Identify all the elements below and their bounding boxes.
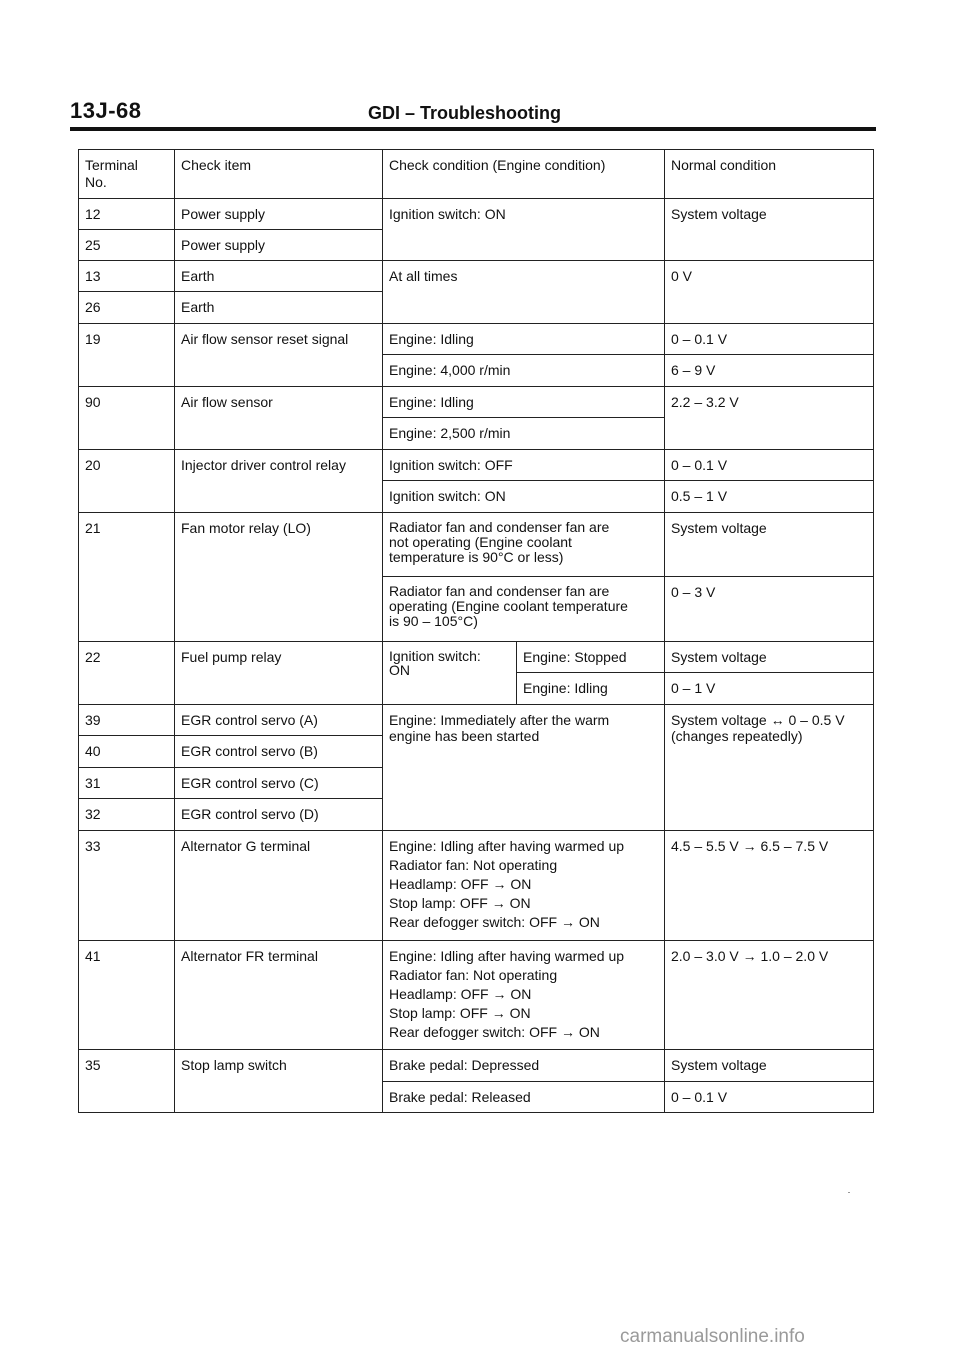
- check-item-cell: EGR control servo (D): [175, 799, 383, 831]
- condition-cell: Radiator fan and condenser fan are not operating (Engine coolant temperature is 90°C or less): [383, 513, 665, 577]
- check-item-cell: Earth: [175, 292, 383, 324]
- condition-line: Stop lamp: OFF → ON: [389, 1005, 531, 1021]
- condition-cell: Radiator fan and condenser fan are operating (Engine coolant temperature is 90 – 105°C): [383, 577, 665, 642]
- terminal-cell: 21: [79, 513, 175, 642]
- check-item-cell: Air flow sensor: [175, 387, 383, 450]
- check-item-cell: Injector driver control relay: [175, 450, 383, 513]
- check-item-cell: Alternator G terminal: [175, 831, 383, 941]
- troubleshooting-table: [78, 149, 874, 1113]
- check-item-cell: Fan motor relay (LO): [175, 513, 383, 642]
- check-item-cell: EGR control servo (C): [175, 768, 383, 799]
- terminal-cell: 33: [79, 831, 175, 941]
- condition-line: Radiator fan: Not operating: [389, 967, 558, 983]
- header-check-condition: Check condition (Engine condition): [383, 150, 665, 199]
- normal-cell: 2.0 – 3.0 V → 1.0 – 2.0 V: [665, 941, 874, 1050]
- normal-cell: 0 V: [665, 261, 874, 324]
- terminal-cell: 26: [79, 292, 175, 324]
- table-row: [79, 642, 874, 673]
- check-item-cell: Earth: [175, 261, 383, 292]
- condition-cell: Engine: Immediately after the warm engine has been started: [383, 705, 665, 831]
- normal-cell: 0 – 3 V: [665, 577, 874, 642]
- table-row: [79, 513, 874, 577]
- normal-cell: 0 – 1 V: [665, 673, 874, 705]
- normal-cell: 0 – 0.1 V: [665, 1082, 874, 1113]
- condition-cell: Ignition switch: ON: [383, 199, 665, 261]
- check-item-cell: Air flow sensor reset signal: [175, 324, 383, 387]
- table-row: [79, 450, 874, 481]
- condition-cell: Ignition switch: OFF: [383, 450, 665, 481]
- terminal-cell: 40: [79, 736, 175, 768]
- normal-cell: System voltage: [665, 513, 874, 577]
- terminal-cell: 19: [79, 324, 175, 387]
- check-item-cell: Power supply: [175, 199, 383, 230]
- sub-condition-cell: Engine: Stopped: [517, 642, 665, 673]
- header-terminal: Terminal No.: [79, 150, 175, 199]
- condition-cell: At all times: [383, 261, 665, 324]
- condition-line: Stop lamp: OFF → ON: [389, 895, 531, 911]
- table-row: [79, 1050, 874, 1082]
- condition-line: Radiator fan: Not operating: [389, 857, 558, 873]
- condition-cell: Ignition switch: ON: [383, 481, 665, 513]
- condition-line: Engine: Idling after having warmed up: [389, 948, 625, 964]
- terminal-cell: 39: [79, 705, 175, 736]
- check-item-cell: Fuel pump relay: [175, 642, 383, 705]
- watermark-text: carmanualsonline.info: [620, 1326, 805, 1347]
- page-number: 13J-68: [70, 98, 142, 123]
- condition-cell: [383, 831, 665, 941]
- scan-speck: [848, 1192, 850, 1193]
- terminal-cell: 90: [79, 387, 175, 450]
- terminal-cell: 12: [79, 199, 175, 230]
- condition-line: Engine: Idling after having warmed up: [389, 838, 625, 854]
- condition-cell: Ignition switch: ON: [383, 642, 517, 705]
- check-item-cell: Power supply: [175, 230, 383, 261]
- table-row: [79, 941, 874, 1050]
- table-row: [79, 387, 874, 418]
- table-row: [79, 261, 874, 292]
- normal-cell: 2.2 – 3.2 V: [665, 387, 874, 450]
- condition-cell: Engine: Idling: [383, 387, 665, 418]
- terminal-cell: 32: [79, 799, 175, 831]
- normal-cell: System voltage: [665, 1050, 874, 1082]
- normal-cell: 4.5 – 5.5 V → 6.5 – 7.5 V: [665, 831, 874, 941]
- normal-cell: 0.5 – 1 V: [665, 481, 874, 513]
- normal-cell: 0 – 0.1 V: [665, 324, 874, 355]
- terminal-cell: 41: [79, 941, 175, 1050]
- normal-cell: System voltage ↔ 0 – 0.5 V (changes repeatedly): [665, 705, 874, 831]
- table-row: [79, 831, 874, 941]
- condition-line: Rear defogger switch: OFF → ON: [389, 914, 600, 930]
- table-header-row: [79, 150, 874, 199]
- check-item-cell: EGR control servo (B): [175, 736, 383, 768]
- check-item-cell: Stop lamp switch: [175, 1050, 383, 1113]
- condition-cell: Brake pedal: Released: [383, 1082, 665, 1113]
- condition-line: Rear defogger switch: OFF → ON: [389, 1024, 600, 1040]
- header-normal-condition: Normal condition: [665, 150, 874, 199]
- sub-condition-cell: Engine: Idling: [517, 673, 665, 705]
- normal-cell: System voltage: [665, 199, 874, 261]
- table-row: [79, 324, 874, 355]
- check-item-cell: Alternator FR terminal: [175, 941, 383, 1050]
- page-title: GDI – Troubleshooting: [368, 103, 561, 123]
- terminal-cell: 25: [79, 230, 175, 261]
- condition-cell: Engine: 4,000 r/min: [383, 355, 665, 387]
- condition-cell: [383, 941, 665, 1050]
- check-item-cell: EGR control servo (A): [175, 705, 383, 736]
- normal-cell: 6 – 9 V: [665, 355, 874, 387]
- terminal-cell: 35: [79, 1050, 175, 1113]
- terminal-cell: 22: [79, 642, 175, 705]
- terminal-cell: 31: [79, 768, 175, 799]
- condition-line: Headlamp: OFF → ON: [389, 986, 532, 1002]
- condition-line: Headlamp: OFF → ON: [389, 876, 532, 892]
- condition-cell: Engine: Idling: [383, 324, 665, 355]
- table-row: [79, 199, 874, 230]
- page-header: [0, 0, 960, 140]
- terminal-cell: 13: [79, 261, 175, 292]
- table-row: [79, 705, 874, 736]
- terminal-cell: 20: [79, 450, 175, 513]
- condition-cell: Brake pedal: Depressed: [383, 1050, 665, 1082]
- header-rule: [70, 127, 876, 131]
- normal-cell: 0 – 0.1 V: [665, 450, 874, 481]
- header-check-item: Check item: [175, 150, 383, 199]
- condition-cell: Engine: 2,500 r/min: [383, 418, 665, 450]
- normal-cell: System voltage: [665, 642, 874, 673]
